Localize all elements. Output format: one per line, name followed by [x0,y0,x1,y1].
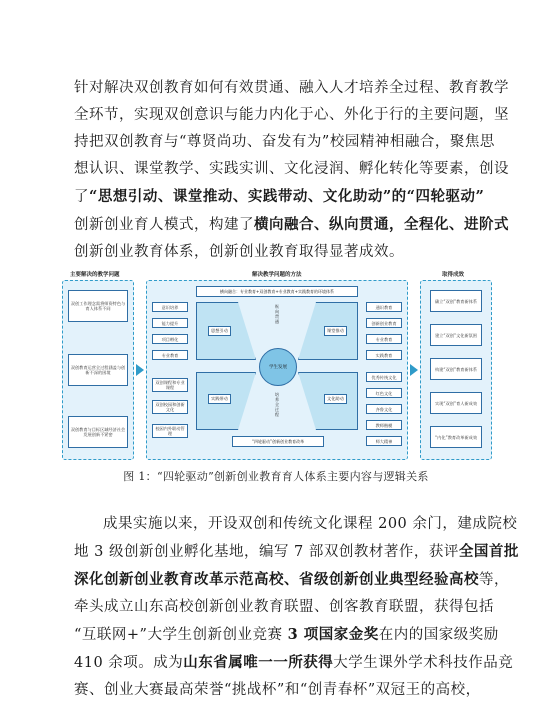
method-box: 项目孵化 [152,334,188,344]
text-line: 成果实施以来，开设双创和传统文化课程 200 余门，建成院校 [103,516,518,532]
text-line: 持把双创教育与“尊贤尚功、奋发有为”校园精神相融合，聚焦思 [74,134,495,150]
method-box: 教师楷模 [366,420,402,430]
method-box: 通识教育 [366,302,402,312]
method-box: 意识培养 [152,302,188,312]
text-line [74,649,514,677]
text-line: 创新创业教育体系，创新创业教育取得显著成效。 [74,244,404,260]
text-line [74,538,519,566]
text-line [74,183,484,211]
bold-system: 横向融合、纵向贯通，全程化、进阶式 [254,216,509,233]
text-fragment: 大学生课外学术科技作品竞 [333,655,514,671]
text-fragment: 在内的国家级奖励 [378,627,499,643]
method-box: 校园内外联动管理 [152,424,188,438]
text-line: 赛、创业大赛最高荣誉“挑战杯”和“创青春杯”双冠王的高校， [74,682,481,698]
vertical-label: 培养全过程 [275,392,279,417]
figure-heading-middle: 解决教学问题的方法 [252,272,302,278]
method-box: 能力提升 [152,318,188,328]
problem-box: 双创教育运营全过程涵盖与创新不深的困境 [68,354,128,386]
text-line [74,211,509,239]
method-box: 双创校园和创新文化 [152,400,188,414]
bold-award: 深化创新创业教育改革示范高校、省级创新创业典型经验高校 [74,571,479,588]
method-box: 师大精神 [366,436,402,446]
result-box: 实现“双创”育人新成效 [430,392,482,414]
text-fragment: 等， [479,572,509,588]
method-box: 齐鲁文化 [366,404,402,414]
arrow-right-icon [410,364,418,376]
method-box: 专业教育 [152,350,188,360]
problem-box: 双创教育与目标区域经济社会发展创新不紧密 [68,416,128,448]
vertical-label: 纵向贯通 [275,304,279,324]
method-box: 红色文化 [366,388,402,398]
text-fragment: 创新创业育人模式，构建了 [74,217,254,233]
text-line: 牵头成立山东高校创新创业教育联盟、创客教育联盟，获得包括 [74,599,494,615]
quadrant-label: 思想引动 [208,326,231,336]
text-fragment: 了 [74,189,89,205]
method-box: 实践教育 [366,350,402,360]
text-line [74,621,499,649]
bold-award: 山东省属唯一一所获得 [183,654,334,671]
method-box: 专业教育 [366,334,402,344]
result-box: 建立“双创”文化新氛围 [430,324,482,346]
result-box: 确立“双创”教育新体系 [430,290,482,312]
bottom-bar: “四轮驱动”创新创业教育改革 [232,436,324,447]
text-line: 想认识、课堂教学、实践实训、文化浸润、孵化转化等要素，创设 [74,161,509,177]
figure-heading-left: 主要解决的教学问题 [70,272,120,278]
text-line [74,566,509,594]
quadrant-label: 文化助动 [324,394,347,404]
text-fragment: “互联网+”大学生创新创业竞赛 [74,627,288,643]
quadrant-label: 实践带动 [208,394,231,404]
bold-award: 3 项国家金奖 [287,626,379,643]
paragraph-results [74,511,519,704]
method-box: 双创课程和专业课程 [152,378,188,392]
arrow-right-icon [136,364,144,376]
method-box: 创新创业教育 [366,318,402,328]
text-fragment: 410 余项。成为 [74,655,184,671]
figure-caption: 图 1：“四轮驱动”创新创业教育育人体系主要内容与逻辑关系 [123,470,429,483]
text-line: 针对解决双创教育如何有效贯通、融入人才培养全过程、教育教学 [74,80,509,96]
center-circle: 学生发展 [259,348,297,386]
text-line: 全环节，实现双创意识与能力内化于心、外化于行的主要问题，坚 [74,107,509,123]
bold-four-wheels: “思想引动、课堂推动、实践带动、文化助动”的“四轮驱动” [89,188,485,205]
problem-box: 双创工作理念需将师资特色与育人体系不同 [68,290,128,322]
figure-diagram [62,268,492,462]
method-box: 优秀传统文化 [366,372,402,382]
quadrant-label: 课堂推动 [324,326,347,336]
paragraph-intro [74,75,509,266]
figure-heading-right: 取得成效 [442,272,465,278]
result-box: 构建“双创”教育新体系 [430,358,482,380]
text-fragment: 地 3 级创新创业孵化基地，编写 7 部双创教材著作，获评 [74,544,459,560]
top-bar: 横向融合：专业教育+双创教育+专业教育+实践教育的环境体系 [196,286,358,297]
bold-award: 全国首批 [458,543,519,560]
result-box: “内化”教育改革新成效 [430,426,482,448]
